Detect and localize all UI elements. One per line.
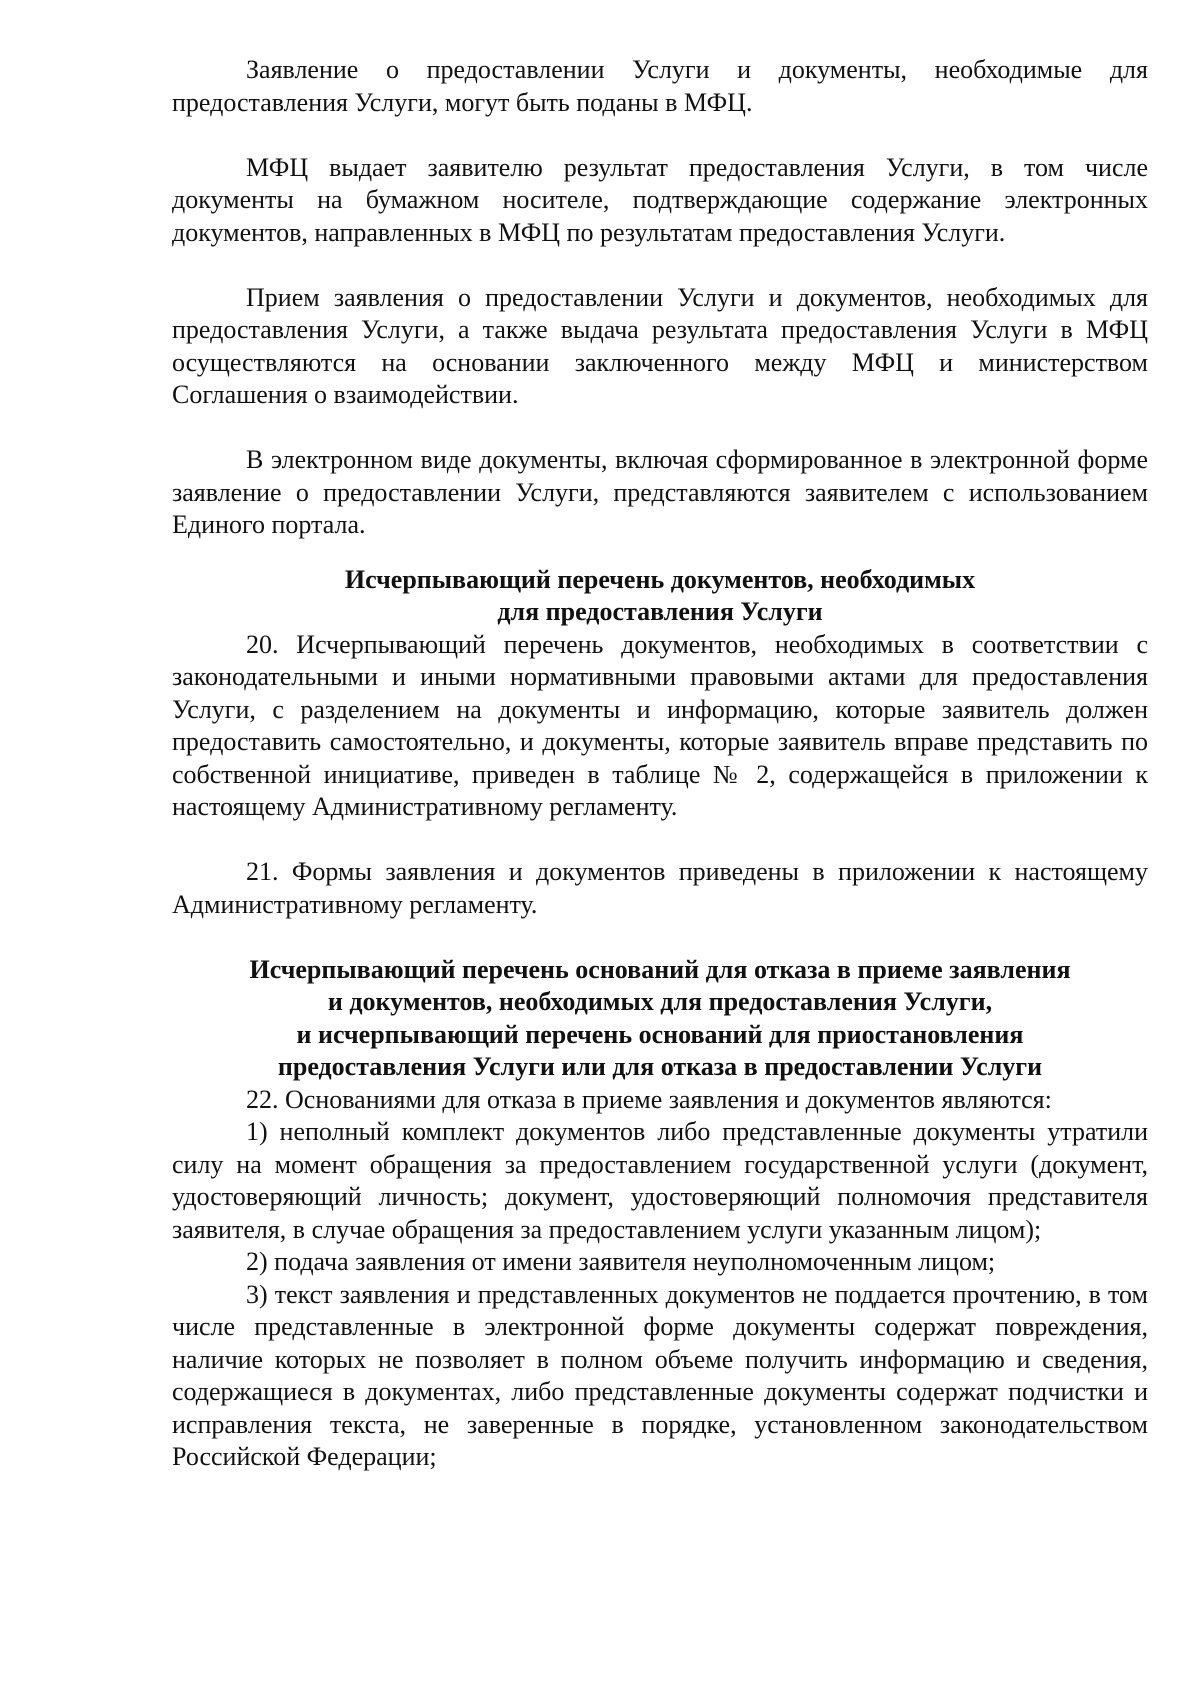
heading-line: Исчерпывающий перечень документов, необходимых: [344, 564, 976, 594]
list-item-22-2: 2) подача заявления от имени заявителя неуполномоченным лицом;: [246, 1247, 996, 1276]
paragraph-item-21: 21. Формы заявления и документов приведены в приложении к настоящему Административному регламенту.: [172, 857, 1148, 919]
list-item-22-1: 1) неполный комплект документов либо представленные документы утратили силу на момент обращения за предоставлением государственной услуги (документ, удостоверяющий личность; документ, удостоверяющий полномочия представителя заявителя, в случае обращения за предоставлением услуги указанным лицом);: [172, 1117, 1148, 1244]
paragraph-electronic-form: В электронном виде документы, включая сформированное в электронной форме заявление о предоставлении Услуги, представляются заявителем с использованием Единого портала.: [172, 445, 1148, 539]
document-page: [172, 54, 1148, 1474]
paragraph-mfc-submission: Заявление о предоставлении Услуги и документы, необходимые для предоставления Услуги, могут быть поданы в МФЦ.: [172, 55, 1148, 117]
heading-line: предоставления Услуги или для отказа в предоставлении Услуги: [277, 1052, 1043, 1081]
heading-line: и документов, необходимых для предоставления Услуги,: [327, 987, 993, 1016]
paragraph-mfc-agreement: Прием заявления о предоставлении Услуги и документов, необходимых для предоставления Услуги, а также выдача результата предоставления Услуги в МФЦ осуществляются на основании заключенного между МФЦ и министерством Соглашения о взаимодействии.: [172, 282, 1148, 409]
heading-line: Исчерпывающий перечень оснований для отказа в приеме заявления: [249, 954, 1071, 984]
heading-line: и исчерпывающий перечень оснований для приостановления: [296, 1019, 1024, 1049]
section-heading-documents: [172, 564, 1148, 629]
paragraph-item-22: 22. Основаниями для отказа в приеме заявления и документов являются:: [246, 1084, 1052, 1114]
list-item-22-3: 3) текст заявления и представленных документов не поддается прочтению, в том числе представленные в электронной форме документы содержат повреждения, наличие которых не позволяет в полном объеме получить информацию и сведения, содержащиеся в документах, либо представленные документы содержат подчистки и исправления текста, не заверенные в порядке, установленном законодательством Российской Федерации;: [172, 1279, 1148, 1471]
paragraph-item-20: 20. Исчерпывающий перечень документов, необходимых в соответствии с законодательными и иными нормативными правовыми актами для предоставления Услуги, с разделением на документы и информацию, которые заявитель должен предоставить самостоятельно, и документы, которые заявитель вправе представить по собственной инициативе, приведен в таблице № 2, содержащейся в приложении к настоящему Административному регламенту.: [172, 629, 1148, 821]
section-heading-refusal-grounds: [172, 954, 1148, 1084]
heading-line: для предоставления Услуги: [497, 597, 823, 626]
paragraph-mfc-result: МФЦ выдает заявителю результат предоставления Услуги, в том числе документы на бумажном носителе, подтверждающие содержание электронных документов, направленных в МФЦ по результатам предоставления Услуги.: [172, 152, 1148, 247]
